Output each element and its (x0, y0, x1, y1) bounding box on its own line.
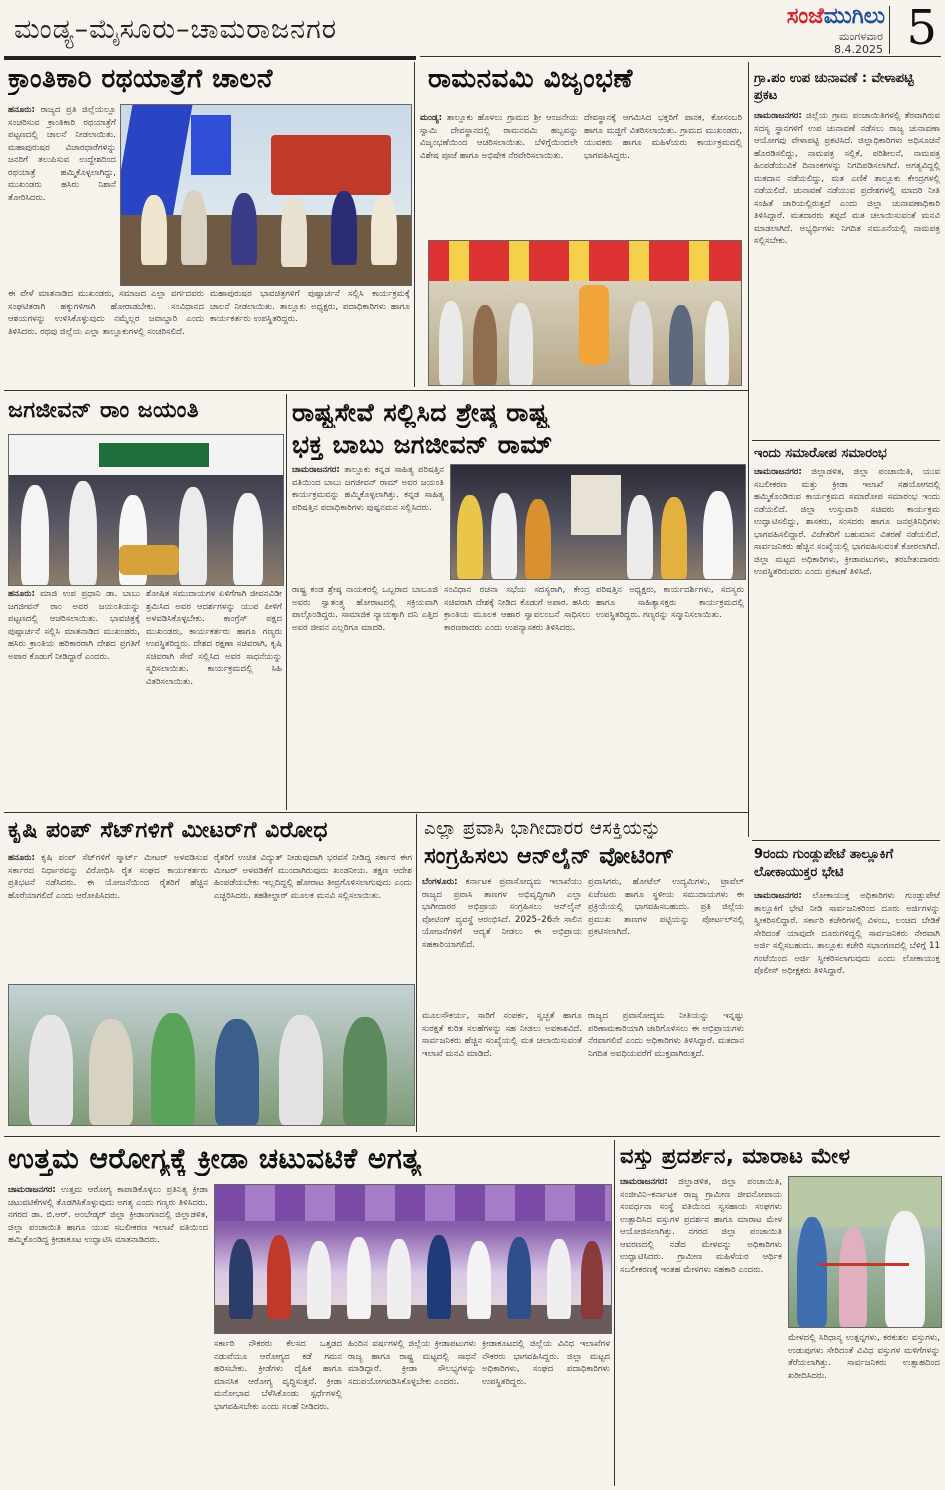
dateline: ಚಾಮರಾಜನಗರ: (620, 1177, 668, 1187)
text-rashtraseve-2 (292, 584, 438, 808)
article-body: ಕೃಷಿ ಪಂಪ್ ಸೆಟ್‌ಗಳಿಗೆ ಸ್ಮಾರ್ಟ್ ಮೀಟರ್ ಅಳವಡಿಸುವ ಸರ್ಕಾರದ ನಿರ್ಧಾರವನ್ನು ವಿರೋಧಿಸಿ ರೈತ ಸಂಘದ ಕಾರ್ಯಕರ್ತರು ಪ್ರತಿಭಟನೆ ನಡೆಸಿದರು. ಈ ಯೋಜನೆಯಿಂದ ರೈತರಿಗೆ ಹೆಚ್ಚಿನ ಹೊರೆಯಾಗಲಿದೆ ಎಂದು ಆರೋಪಿಸಿದರು. (8, 853, 208, 901)
column-divider (414, 62, 415, 387)
text-arogya-4 (482, 1338, 610, 1484)
article-body: ತಾಲ್ಲೂಕು ಹೊಳಲು ಗ್ರಾಮದ ಶ್ರೀ ಆಂಜನೇಯ ಸ್ವಾಮಿ ದೇವಸ್ಥಾನದಲ್ಲಿ ರಾಮನವಮಿ ಹಬ್ಬವನ್ನು ವಿಜೃಂಭಣೆಯಿಂದ ಆಚರಿಸಲಾಯಿತು. ಬೆಳಿಗ್ಗೆಯಿಂದಲೇ ವಿಶೇಷ ಪೂಜೆ ಹಾಗೂ ಅಭಿಷೇಕ ನೆರವೇರಿಸಲಾಯಿತು. (420, 113, 578, 161)
headline-lokayukta: 9ರಂದು ಗುಂಡ್ಲುಪೇಟೆ ತಾಲ್ಲೂಕಿಗೆ ಲೋಕಾಯುಕ್ತರ ಭೇಟಿ (754, 847, 894, 880)
text-krantikari-2 (8, 288, 204, 384)
text-online-voting-3 (422, 1010, 582, 1130)
article-body: ಪ್ರವಾಸಿಗರು, ಹೋಟೆಲ್ ಉದ್ಯಮಿಗಳು, ಟ್ರಾವೆಲ್ ಏಜೆಂಟರು ಹಾಗೂ ಸ್ಥಳೀಯ ಸಮುದಾಯಗಳು ಈ ಪ್ರಕ್ರಿಯೆಯಲ್ಲಿ ಭಾಗವಹಿಸಬಹುದು. ಪ್ರತಿ ಜಿಲ್ಲೆಯ ಪ್ರಮುಖ ತಾಣಗಳ ಪಟ್ಟಿಯನ್ನು ಪೋರ್ಟಲ್‌ನಲ್ಲಿ ಪ್ರಕಟಿಸಲಾಗಿದೆ. (588, 877, 744, 937)
row-divider (4, 812, 748, 813)
article-body: ಮೇಳದಲ್ಲಿ ಸಿರಿಧಾನ್ಯ ಉತ್ಪನ್ನಗಳು, ಕರಕುಶಲ ವಸ್ತುಗಳು, ಉಡುಪುಗಳು ಸೇರಿದಂತೆ ವಿವಿಧ ವಸ್ತುಗಳ ಮಳಿಗೆಗಳನ್ನು ತೆರೆಯಲಾಗಿತ್ತು. ಸಾರ್ವಜನಿಕರು ಉತ್ಸಾಹದಿಂದ ಖರೀದಿಸಿದರು. (788, 1333, 940, 1381)
dateline: ಚಾಮರಾಜನಗರ: (754, 467, 802, 477)
column-divider (614, 1140, 615, 1486)
article-body: ಲೋಕಾಯುಕ್ತ ಅಧಿಕಾರಿಗಳು ಗುಂಡ್ಲುಪೇಟೆ ತಾಲ್ಲೂಕಿಗೆ ಭೇಟಿ ನೀಡಿ ಸಾರ್ವಜನಿಕರಿಂದ ದೂರು ಅರ್ಜಿಗಳನ್ನು ಸ್ವೀಕರಿಸಲಿದ್ದಾರೆ. ಸರ್ಕಾರಿ ಕಚೇರಿಗಳಲ್ಲಿ ವಿಳಂಬ, ಲಂಚದ ಬೇಡಿಕೆ ಸೇರಿದಂತೆ ಯಾವುದೇ ದೂರುಗಳಿದ್ದಲ್ಲಿ ಸಾರ್ವಜನಿಕರು ನೇರವಾಗಿ ಅರ್ಜಿ ಸಲ್ಲಿಸಬಹುದು. ತಾಲ್ಲೂಕು ಕಚೇರಿ ಸಭಾಂಗಣದಲ್ಲಿ ಬೆಳಿಗ್ಗೆ 11 ಗಂಟೆಯಿಂದ ಅರ್ಜಿ ಸ್ವೀಕರಿಸಲಾಗುವುದು ಎಂದು ಲೋಕಾಯುಕ್ತ ಪೊಲೀಸ್ ಅಧೀಕ್ಷಕರು ತಿಳಿಸಿದ್ದಾರೆ. (754, 891, 940, 976)
headline-rashtraseve-1: ರಾಷ್ಟ್ರಸೇವೆ ಸಲ್ಲಿಸಿದ ಶ್ರೇಷ್ಠ ರಾಷ್ಟ್ರ (292, 398, 549, 427)
text-gram-panchayat (754, 110, 940, 435)
article-body: ಮಹಾಪುರುಷರ ಭಾವಚಿತ್ರಗಳಿಗೆ ಪುಷ್ಪಾರ್ಚನೆ ಸಲ್ಲಿಸಿ ಕಾರ್ಯಕ್ರಮಕ್ಕೆ ಚಾಲನೆ ನೀಡಲಾಯಿತು. ತಾಲ್ಲೂಕು ಅಧ್ಯಕ್ಷರು, ಪದಾಧಿಕಾರಿಗಳು ಹಾಗೂ ಕಾರ್ಯಕರ್ತರು ಉಪಸ್ಥಿತರಿದ್ದರು. (210, 289, 410, 324)
dateline: ಚಾಮರಾಜನಗರ: (292, 465, 340, 475)
text-ramanavami-1 (420, 112, 578, 232)
masthead-rule (4, 56, 416, 60)
text-jagjivan-2 (146, 588, 282, 808)
headline-rashtraseve-2: ಭಕ್ತ ಬಾಬು ಜಗಜೀವನ್ ರಾಮ್ (292, 430, 553, 459)
row-divider (752, 840, 940, 841)
headline-vastu-pradarshana: ವಸ್ತು ಪ್ರದರ್ಶನ, ಮಾರಾಟ ಮೇಳ (620, 1144, 851, 1168)
headline-uttama-arogya: ಉತ್ತಮ ಆರೋಗ್ಯಕ್ಕೆ ಕ್ರೀಡಾ ಚಟುವಟಿಕೆ ಅಗತ್ಯ (8, 1142, 422, 1175)
brand-part1: ಸಂಜೆ (786, 4, 824, 29)
article-body: ರಾಷ್ಟ್ರ ಕಂಡ ಶ್ರೇಷ್ಠ ನಾಯಕರಲ್ಲಿ ಒಬ್ಬರಾದ ಬಾಬೂಜಿ ಅವರು ಸ್ವಾತಂತ್ರ್ಯ ಹೋರಾಟದಲ್ಲಿ ಸಕ್ರಿಯವಾಗಿ ಪಾಲ್ಗೊಂಡಿದ್ದರು. ಸಾಮಾಜಿಕ ನ್ಯಾಯಕ್ಕಾಗಿ ದನಿ ಎತ್ತಿದ ಅವರ ಜೀವನ ಎಲ್ಲರಿಗೂ ಮಾದರಿ. (292, 585, 438, 633)
article-body: ಕರ್ನಾಟಕ ಪ್ರವಾಸೋದ್ಯಮ ಇಲಾಖೆಯು ರಾಜ್ಯದ ಪ್ರವಾಸಿ ತಾಣಗಳ ಅಭಿವೃದ್ಧಿಗಾಗಿ ಎಲ್ಲಾ ಭಾಗೀದಾರರ ಅಭಿಪ್ರಾಯ ಸಂಗ್ರಹಿಸಲು ಆನ್‌ಲೈನ್ ವೋಟಿಂಗ್ ವ್ಯವಸ್ಥೆ ಆರಂಭಿಸಿದೆ. 2025–26ನೇ ಸಾಲಿನ ಯೋಜನೆಗಳಿಗೆ ಆದ್ಯತೆ ನೀಡಲು ಈ ಅಭಿಪ್ರಾಯ ಸಹಕಾರಿಯಾಗಲಿದೆ. (422, 877, 582, 950)
text-krishi-2 (214, 852, 412, 972)
text-krantikari-3 (210, 288, 410, 384)
headline-indu-samarambha: ಇಂದು ಸಮಾರೋಪ ಸಮಾರಂಭ (754, 446, 887, 461)
text-krantikari-1 (8, 104, 116, 284)
article-body: ಸರ್ಕಾರಿ ನೌಕರರು ಕೆಲಸದ ಒತ್ತಡದ ನಡುವೆಯೂ ಆರೋಗ್ಯದ ಕಡೆ ಗಮನ ಹರಿಸಬೇಕು. ಕ್ರೀಡೆಗಳು ದೈಹಿಕ ಹಾಗೂ ಮಾನಸಿಕ ಆರೋಗ್ಯ ವೃದ್ಧಿಸುತ್ತವೆ. ಕ್ರೀಡಾ ಮನೋಭಾವ ಬೆಳೆಸಿಕೊಂಡು ಸ್ಪರ್ಧೆಗಳಲ್ಲಿ ಭಾಗವಹಿಸಬೇಕು ಎಂದು ಸಲಹೆ ನೀಡಿದರು. (214, 1339, 342, 1412)
article-body: ಹಿಂದಿನ ವರ್ಷಗಳಲ್ಲಿ ಜಿಲ್ಲೆಯ ಕ್ರೀಡಾಪಟುಗಳು ರಾಜ್ಯ ಹಾಗೂ ರಾಷ್ಟ್ರ ಮಟ್ಟದಲ್ಲಿ ಸಾಧನೆ ಮಾಡಿದ್ದಾರೆ. ಕ್ರೀಡಾ ಸೌಲಭ್ಯಗಳನ್ನು ಸದುಪಯೋಗಪಡಿಸಿಕೊಳ್ಳಬೇಕು ಎಂದರು. (348, 1339, 476, 1387)
photo-krishi-pump (8, 984, 415, 1126)
article-body: ತಾಲ್ಲೂಕು ಕನ್ನಡ ಸಾಹಿತ್ಯ ಪರಿಷತ್ತಿನ ವತಿಯಿಂದ ಬಾಬು ಜಗಜೀವನ್ ರಾಮ್ ಅವರ ಜಯಂತಿ ಕಾರ್ಯಕ್ರಮವನ್ನು ಹಮ್ಮಿಕೊಳ್ಳಲಾಗಿತ್ತು. ಕನ್ನಡ ಸಾಹಿತ್ಯ ಪರಿಷತ್ತಿನ ಪದಾಧಿಕಾರಿಗಳು ಪುಷ್ಪನಮನ ಸಲ್ಲಿಸಿದರು. (292, 465, 444, 513)
dateline: ಹನೂರು: (8, 589, 35, 599)
article-body: ನಗರದ ಜಿಲ್ಲಾ ಪಂಚಾಯಿತಿ ಆವರಣದಲ್ಲಿ ನಡೆದ ಮೇಳವನ್ನು ಅಧಿಕಾರಿಗಳು ಉದ್ಘಾಟಿಸಿದರು. ಗ್ರಾಮೀಣ ಮಹಿಳೆಯರ ಆರ್ಥಿಕ ಸಬಲೀಕರಣಕ್ಕೆ ಇಂತಹ ಮೇಳಗಳು ಸಹಕಾರಿ ಎಂದರು. (620, 1227, 782, 1275)
text-ramanavami-2 (584, 112, 742, 232)
page-number: 5 (906, 0, 937, 56)
text-indu-samarambha (754, 466, 940, 838)
article-body: ರೈತರಿಗೆ ಉಚಿತ ವಿದ್ಯುತ್ ನೀಡುವುದಾಗಿ ಭರವಸೆ ನೀಡಿದ್ದ ಸರ್ಕಾರ ಈಗ ಮೀಟರ್ ಅಳವಡಿಕೆಗೆ ಮುಂದಾಗಿರುವುದು ಖಂಡನೀಯ. ತಕ್ಷಣ ಆದೇಶ ಹಿಂಪಡೆಯಬೇಕು ಇಲ್ಲದಿದ್ದಲ್ಲಿ ಹೋರಾಟ ತೀವ್ರಗೊಳಿಸಲಾಗುವುದು ಎಂದು ಎಚ್ಚರಿಸಿದರು. ತಹಶೀಲ್ದಾರ್ ಮೂಲಕ ಮನವಿ ಸಲ್ಲಿಸಲಾಯಿತು. (214, 853, 412, 901)
photo-jagjivan-jayanti (8, 434, 284, 586)
column-divider (416, 814, 417, 1132)
headline-online-voting-1: ಎಲ್ಲಾ ಪ್ರವಾಸಿ ಭಾಗೀದಾರರ ಆಸಕ್ತಿಯನ್ನು (424, 818, 662, 839)
dateline: ಮಂಡ್ಯ: (420, 113, 443, 123)
text-online-voting-1 (422, 876, 582, 1006)
dateline: ಹನೂರು: (8, 853, 35, 863)
photo-vastu-pradarshana (788, 1176, 942, 1328)
dateline: ಚಾಮರಾಜನಗರ: (754, 891, 802, 901)
brand-part2: ಮುಗಿಲು (823, 4, 885, 29)
column-divider (286, 394, 287, 810)
text-online-voting-2 (588, 876, 744, 1006)
article-body: ಮೂಲಸೌಕರ್ಯ, ಸಾರಿಗೆ ಸಂಪರ್ಕ, ಸ್ವಚ್ಛತೆ ಹಾಗೂ ಸುರಕ್ಷತೆ ಕುರಿತ ಸಲಹೆಗಳನ್ನು ಸಹ ನೀಡಲು ಅವಕಾಶವಿದೆ. ಸಾರ್ವಜನಿಕರು ಹೆಚ್ಚಿನ ಸಂಖ್ಯೆಯಲ್ಲಿ ಮತ ಚಲಾಯಿಸುವಂತೆ ಇಲಾಖೆ ಮನವಿ ಮಾಡಿದೆ. (422, 1011, 582, 1059)
headline-jagjivan-jayanti: ಜಗಜೀವನ್ ರಾಂ ಜಯಂತಿ (8, 398, 200, 423)
headline-gram-panchayat: ಗ್ರಾ.ಪಂ ಉಪ ಚುನಾವಣೆ : ವೇಳಾಪಟ್ಟಿ ಪ್ರಕಟ (754, 71, 914, 103)
dateline: ಹನೂರು: (8, 105, 35, 115)
text-lokayukta (754, 890, 940, 1130)
masthead-bottom-rule (420, 56, 941, 57)
headline-online-voting-2: ಸಂಗ್ರಹಿಸಲು ಆನ್‌ಲೈನ್ ವೋಟಿಂಗ್ (424, 844, 675, 869)
section-title: ಮಂಡ್ಯ–ಮೈಸೂರು–ಚಾಮರಾಜನಗರ (14, 14, 338, 45)
article-body: ಈ ವೇಳೆ ಮಾತನಾಡಿದ ಮುಖಂಡರು, ಸಮಾಜದ ಎಲ್ಲಾ ವರ್ಗದವರು ಸಂಘಟಿತರಾಗಿ ಹಕ್ಕುಗಳಿಗಾಗಿ ಹೋರಾಡಬೇಕು. ಸಂವಿಧಾನದ ಆಶಯಗಳನ್ನು ಉಳಿಸಿಕೊಳ್ಳುವುದು ನಮ್ಮೆಲ್ಲರ ಜವಾಬ್ದಾರಿ ಎಂದು ತಿಳಿಸಿದರು. ರಥವು ಜಿಲ್ಲೆಯ ಎಲ್ಲಾ ತಾಲ್ಲೂಕುಗಳಲ್ಲಿ ಸಂಚರಿಸಲಿದೆ. (8, 289, 204, 337)
article-body: ಸಂವಿಧಾನ ರಚನಾ ಸಭೆಯ ಸದಸ್ಯರಾಗಿ, ಕೇಂದ್ರ ಸಚಿವರಾಗಿ ದೇಶಕ್ಕೆ ನೀಡಿದ ಕೊಡುಗೆ ಅಪಾರ. ಹಸಿರು ಕ್ರಾಂತಿಯ ಮೂಲಕ ಆಹಾರ ಸ್ವಾವಲಂಬನೆ ಸಾಧಿಸಲು ಕಾರಣರಾದರು ಎಂದು ಉಪನ್ಯಾಸಕರು ತಿಳಿಸಿದರು. (444, 585, 590, 633)
headline-krishi-pump: ಕೃಷಿ ಪಂಪ್ ಸೆಟ್‌ಗಳಿಗೆ ಮೀಟರ್‌ಗೆ ವಿರೋಧ (8, 818, 328, 843)
article-body: ಜಿಲ್ಲೆಯ ಗ್ರಾಮ ಪಂಚಾಯಿತಿಗಳಲ್ಲಿ ತೆರವಾಗಿರುವ ಸದಸ್ಯ ಸ್ಥಾನಗಳಿಗೆ ಉಪ ಚುನಾವಣೆ ನಡೆಸಲು ರಾಜ್ಯ ಚುನಾವಣಾ ಆಯೋಗವು ವೇಳಾಪಟ್ಟಿ ಪ್ರಕಟಿಸಿದೆ. ಜಿಲ್ಲಾಧಿಕಾರಿಗಳು ಅಧಿಸೂಚನೆ ಹೊರಡಿಸಲಿದ್ದು, ನಾಮಪತ್ರ ಸಲ್ಲಿಕೆ, ಪರಿಶೀಲನೆ, ನಾಮಪತ್ರ ಹಿಂಪಡೆಯುವಿಕೆ ದಿನಾಂಕಗಳನ್ನು ನಿಗದಿಪಡಿಸಲಾಗಿದೆ. ಅಗತ್ಯವಿದ್ದಲ್ಲಿ ಮತದಾನ ನಡೆಯಲಿದ್ದು, ಮತ ಎಣಿಕೆ ತಾಲ್ಲೂಕು ಕೇಂದ್ರಗಳಲ್ಲಿ ನಡೆಯಲಿದೆ. ಚುನಾವಣೆ ನಡೆಯುವ ಪ್ರದೇಶಗಳಲ್ಲಿ ಮಾದರಿ ನೀತಿ ಸಂಹಿತೆ ಜಾರಿಯಲ್ಲಿರುತ್ತದೆ ಎಂದು ಜಿಲ್ಲಾ ಚುನಾವಣಾಧಿಕಾರಿ ತಿಳಿಸಿದ್ದಾರೆ. ಮತದಾರರು ತಪ್ಪದೆ ಮತ ಚಲಾಯಿಸುವಂತೆ ಮನವಿ ಮಾಡಲಾಗಿದೆ. ಅಭ್ಯರ್ಥಿಗಳು ನಿಗದಿತ ನಮೂನೆಯಲ್ಲಿ ನಾಮಪತ್ರ ಸಲ್ಲಿಸಬೇಕು. (754, 111, 940, 246)
article-body: ರಾಜ್ಯದ ಪ್ರವಾಸೋದ್ಯಮ ನೀತಿಯನ್ನು ಇನ್ನಷ್ಟು ಪರಿಣಾಮಕಾರಿಯಾಗಿ ಜಾರಿಗೊಳಿಸಲು ಈ ಅಭಿಪ್ರಾಯಗಳು ನೆರವಾಗಲಿವೆ ಎಂದು ಅಧಿಕಾರಿಗಳು ತಿಳಿಸಿದ್ದಾರೆ. ಮತದಾನ ನಿಗದಿತ ಅವಧಿಯವರೆಗೆ ಮುಕ್ತವಾಗಿರುತ್ತದೆ. (588, 1011, 744, 1059)
text-arogya-1 (8, 1184, 208, 1484)
edition-date-value: 8.4.2025 (834, 43, 883, 56)
edition-date (834, 30, 883, 56)
text-rashtraseve-4 (596, 584, 744, 808)
photo-rashtraseve (450, 464, 746, 580)
row-divider (4, 1136, 940, 1137)
text-krishi-1 (8, 852, 208, 972)
text-vastu-1 (620, 1176, 782, 1482)
article-body: ಕ್ರೀಡಾಕೂಟದಲ್ಲಿ ಜಿಲ್ಲೆಯ ವಿವಿಧ ಇಲಾಖೆಗಳ ನೌಕರರು ಭಾಗವಹಿಸಿದ್ದರು. ಜಿಲ್ಲಾ ಮಟ್ಟದ ಅಧಿಕಾರಿಗಳು, ಸಂಘದ ಪದಾಧಿಕಾರಿಗಳು ಉಪಸ್ಥಿತರಿದ್ದರು. (482, 1339, 610, 1387)
article-body: ರಾಜ್ಯದ ಪ್ರತಿ ಜಿಲ್ಲೆಯಲ್ಲೂ ಸಂಚರಿಸುವ ಕ್ರಾಂತಿಕಾರಿ ರಥಯಾತ್ರೆಗೆ ಪಟ್ಟಣದಲ್ಲಿ ಚಾಲನೆ ನೀಡಲಾಯಿತು. ಮಹಾಪುರುಷರ ವಿಚಾರಧಾರೆಗಳನ್ನು ಜನರಿಗೆ ತಲುಪಿಸುವ ಉದ್ದೇಶದಿಂದ ರಥಯಾತ್ರೆ ಹಮ್ಮಿಕೊಳ್ಳಲಾಗಿದ್ದು, ಮುಖಂಡರು ಹಸಿರು ನಿಶಾನೆ ತೋರಿಸಿದರು. (8, 105, 116, 203)
article-body: ಶೋಷಿತ ಸಮುದಾಯಗಳ ಏಳಿಗೆಗಾಗಿ ಜೀವನವಿಡೀ ಶ್ರಮಿಸಿದ ಅವರ ಆದರ್ಶಗಳನ್ನು ಯುವ ಪೀಳಿಗೆ ಅಳವಡಿಸಿಕೊಳ್ಳಬೇಕು. ಕಾಂಗ್ರೆಸ್ ಪಕ್ಷದ ಮುಖಂಡರು, ಕಾರ್ಯಕರ್ತರು ಹಾಗೂ ಗಣ್ಯರು ಉಪಸ್ಥಿತರಿದ್ದರು. (146, 589, 282, 649)
row-divider (4, 390, 748, 391)
column-divider (748, 62, 749, 837)
headline-krantikari: ಕ್ರಾಂತಿಕಾರಿ ರಥಯಾತ್ರೆಗೆ ಚಾಲನೆ (8, 64, 273, 94)
article-body: ದೇಶದ ರಕ್ಷಣಾ ಸಚಿವರಾಗಿ, ಕೃಷಿ ಸಚಿವರಾಗಿ ಸೇವೆ ಸಲ್ಲಿಸಿದ ಅವರ ಸಾಧನೆಯನ್ನು ಸ್ಮರಿಸಲಾಯಿತು. ಕಾರ್ಯಕ್ರಮದಲ್ಲಿ ಸಿಹಿ ವಿತರಿಸಲಾಯಿತು. (146, 639, 282, 687)
article-divider (752, 440, 940, 441)
article-body: ಜಿಲ್ಲಾಡಳಿತ, ಜಿಲ್ಲಾ ಪಂಚಾಯಿತಿ, ಯುವ ಸಬಲೀಕರಣ ಮತ್ತು ಕ್ರೀಡಾ ಇಲಾಖೆ ಸಹಯೋಗದಲ್ಲಿ ಹಮ್ಮಿಕೊಂಡಿರುವ ಕಾರ್ಯಕ್ರಮದ ಸಮಾರೋಪ ಸಮಾರಂಭ ಇಂದು ನಡೆಯಲಿದೆ. ಜಿಲ್ಲಾ ಉಸ್ತುವಾರಿ ಸಚಿವರು ಕಾರ್ಯಕ್ರಮ ಉದ್ಘಾಟಿಸಲಿದ್ದು, ಶಾಸಕರು, ಸಂಸದರು ಹಾಗೂ ಜನಪ್ರತಿನಿಧಿಗಳು ಭಾಗವಹಿಸಲಿದ್ದಾರೆ. ವಿಜೇತರಿಗೆ ಬಹುಮಾನ ವಿತರಣೆ ನಡೆಯಲಿದೆ. ಸಾರ್ವಜನಿಕರು ಹೆಚ್ಚಿನ ಸಂಖ್ಯೆಯಲ್ಲಿ ಭಾಗವಹಿಸುವಂತೆ ಕೋರಲಾಗಿದೆ. ಜಿಲ್ಲಾ ಮಟ್ಟದ ಅಧಿಕಾರಿಗಳು, ಕ್ರೀಡಾಪಟುಗಳು, ತರಬೇತುದಾರರು ಉಪಸ್ಥಿತರಿರುವರು ಎಂದು ಪ್ರಕಟಣೆ ತಿಳಿಸಿದೆ. (754, 467, 940, 577)
text-arogya-2 (214, 1338, 342, 1484)
photo-krantikari (120, 104, 412, 286)
text-jagjivan-1 (8, 588, 140, 808)
article-body: ಉತ್ತಮ ಆರೋಗ್ಯ ಕಾಪಾಡಿಕೊಳ್ಳಲು ಪ್ರತಿನಿತ್ಯ ಕ್ರೀಡಾ ಚಟುವಟಿಕೆಗಳಲ್ಲಿ ತೊಡಗಿಸಿಕೊಳ್ಳುವುದು ಅಗತ್ಯ ಎಂದು ಗಣ್ಯರು ತಿಳಿಸಿದರು. ನಗರದ ಡಾ. ಬಿ.ಆರ್. ಅಂಬೇಡ್ಕರ್ ಜಿಲ್ಲಾ ಕ್ರೀಡಾಂಗಣದಲ್ಲಿ ಜಿಲ್ಲಾಡಳಿತ, ಜಿಲ್ಲಾ ಪಂಚಾಯಿತಿ ಹಾಗೂ ಯುವ ಸಬಲೀಕರಣ ಇಲಾಖೆ ವತಿಯಿಂದ ಹಮ್ಮಿಕೊಂಡಿದ್ದ ಕ್ರೀಡಾಕೂಟ ಉದ್ಘಾಟಿಸಿ ಮಾತನಾಡಿದರು. (8, 1185, 208, 1245)
page-number-divider (889, 6, 890, 54)
headline-ramanavami: ರಾಮನವಮಿ ವಿಜೃಂಭಣೆ (428, 64, 633, 94)
text-rashtraseve-3 (444, 584, 590, 808)
text-arogya-3 (348, 1338, 476, 1484)
photo-ramanavami (428, 240, 742, 386)
article-body: ಜಿಲ್ಲಾಡಳಿತ, ಜಿಲ್ಲಾ ಪಂಚಾಯಿತಿ, ಸಂಜೀವಿನಿ–ಕರ್ನಾಟಕ ರಾಜ್ಯ ಗ್ರಾಮೀಣ ಜೀವನೋಪಾಯ ಸಂವರ್ಧನಾ ಸಂಸ್ಥೆ ವತಿಯಿಂದ ಸ್ವಸಹಾಯ ಸಂಘಗಳು ಉತ್ಪಾದಿಸಿದ ವಸ್ತುಗಳ ಪ್ರದರ್ಶನ ಹಾಗೂ ಮಾರಾಟ ಮೇಳ ಆಯೋಜಿಸಲಾಗಿತ್ತು. (620, 1177, 782, 1237)
brand-logo (787, 4, 885, 29)
article-body: ದೇವಸ್ಥಾನಕ್ಕೆ ಆಗಮಿಸಿದ ಭಕ್ತರಿಗೆ ಪಾನಕ, ಕೋಸಂಬರಿ ಹಾಗೂ ಮಜ್ಜಿಗೆ ವಿತರಿಸಲಾಯಿತು. ಗ್ರಾಮದ ಮುಖಂಡರು, ಯುವಕರು ಹಾಗೂ ಮಹಿಳೆಯರು ಕಾರ್ಯಕ್ರಮದಲ್ಲಿ ಭಾಗವಹಿಸಿದ್ದರು. (584, 113, 742, 161)
text-online-voting-4 (588, 1010, 744, 1130)
article-body: ಪರಿಷತ್ತಿನ ಅಧ್ಯಕ್ಷರು, ಕಾರ್ಯದರ್ಶಿಗಳು, ಸದಸ್ಯರು ಹಾಗೂ ಸಾಹಿತ್ಯಾಸಕ್ತರು ಕಾರ್ಯಕ್ರಮದಲ್ಲಿ ಉಪಸ್ಥಿತರಿದ್ದರು. ಗಣ್ಯರನ್ನು ಸನ್ಮಾನಿಸಲಾಯಿತು. (596, 585, 744, 620)
dateline: ಚಾಮರಾಜನಗರ: (8, 1185, 56, 1195)
dateline: ಚಾಮರಾಜನಗರ: (754, 111, 802, 121)
photo-uttama-arogya (214, 1184, 612, 1334)
section-band (4, 4, 414, 56)
text-vastu-2 (788, 1332, 940, 1482)
text-rashtraseve-1 (292, 464, 444, 578)
article-body: ಮಾಜಿ ಉಪ ಪ್ರಧಾನಿ ಡಾ. ಬಾಬು ಜಗಜೀವನ್ ರಾಂ ಅವರ ಜಯಂತಿಯನ್ನು ಪಟ್ಟಣದಲ್ಲಿ ಆಚರಿಸಲಾಯಿತು. ಭಾವಚಿತ್ರಕ್ಕೆ ಪುಷ್ಪಾರ್ಚನೆ ಸಲ್ಲಿಸಿ ಮಾತನಾಡಿದ ಮುಖಂಡರು, ಹಸಿರು ಕ್ರಾಂತಿಯ ಹರಿಕಾರರಾಗಿ ದೇಶದ ಪ್ರಗತಿಗೆ ಅಪಾರ ಕೊಡುಗೆ ನೀಡಿದ್ದಾರೆ ಎಂದರು. (8, 589, 140, 662)
edition-weekday: ಮಂಗಳವಾರ (838, 30, 883, 43)
dateline: ಬೆಂಗಳೂರು: (422, 877, 458, 887)
